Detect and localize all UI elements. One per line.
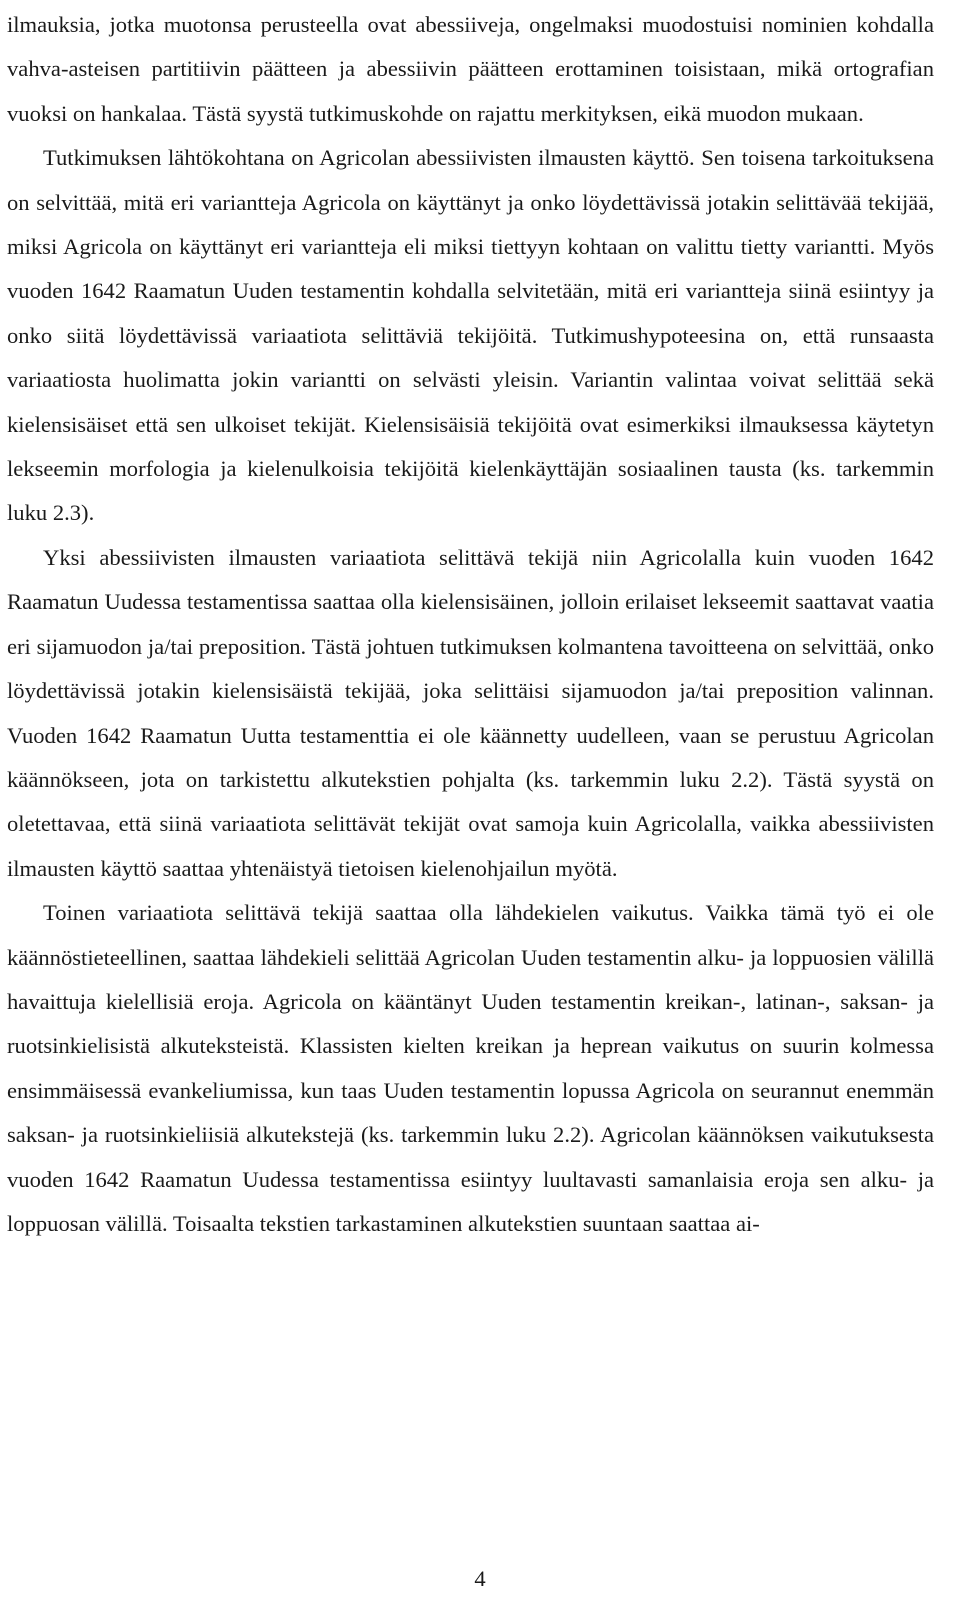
paragraph-2: Tutkimuksen lähtökohtana on Agricolan abessiivisten ilmausten käyttö. Sen toisena tarkoituksena on selvittää, mitä eri variantteja Agricola on käyttänyt ja onko löydettävissä jotakin selittävää tekijää, miksi Agricola on käyttänyt eri variantteja eli miksi tiettyyn kohtaan on valittu tietty variantti. Myös vuoden 1642 Raamatun Uuden testamentin kohdalla selvitetään, mitä eri variantteja siinä esiintyy ja onko siitä löydettävissä variaatiota selittäviä tekijöitä. Tutkimushypoteesina on, että runsaasta variaatiosta huolimatta jokin variantti on selvästi yleisin. Variantin valintaa voivat selittää sekä kielensisäiset että sen ulkoiset tekijät. Kielensisäisiä tekijöitä ovat esimerkiksi ilmauksessa käytetyn lekseemin morfologia ja kielenulkoisia tekijöitä kielenkäyttäjän sosiaalinen tausta (ks. tarkemmin luku 2.3).: [7, 145, 934, 526]
paragraph-3: Yksi abessiivisten ilmausten variaatiota selittävä tekijä niin Agricolalla kuin vuoden 1642 Raamatun Uudessa testamentissa saattaa olla kielensisäinen, jolloin erilaiset lekseemit saattavat vaatia eri sijamuodon ja/tai preposition. Tästä johtuen tutkimuksen kolmantena tavoitteena on selvittää, onko löydettävissä jotakin kielensisäistä tekijää, joka selittäisi sijamuodon ja/tai preposition valinnan. Vuoden 1642 Raamatun Uutta testamenttia ei ole käännetty uudelleen, vaan se perustuu Agricolan käännökseen, jota on tarkistettu alkutekstien pohjalta (ks. tarkemmin luku 2.2). Tästä syystä on oletettavaa, että siinä variaatiota selittävät tekijät ovat samoja kuin Agricolalla, vaikka abessiivisten ilmausten käyttö saattaa yhtenäistyä tietoisen kielenohjailun myötä.: [7, 544, 934, 881]
paragraph-4: Toinen variaatiota selittävä tekijä saattaa olla lähdekielen vaikutus. Vaikka tämä työ ei ole käännöstieteellinen, saattaa lähdekieli selittää Agricolan Uuden testamentin alku- ja loppuosien välillä havaittuja kielellisiä eroja. Agricola on kääntänyt Uuden testamentin kreikan-, latinan-, saksan- ja ruotsinkielisistä alkuteksteistä. Klassisten kielten kreikan ja heprean vaikutus on suurin kolmessa ensimmäisessä evankeliumissa, kun taas Uuden testamentin lopussa Agricola on seurannut enemmän saksan- ja ruotsinkieliisiä alkutekstejä (ks. tarkemmin luku 2.2). Agricolan käännöksen vaikutuksesta vuoden 1642 Raamatun Uudessa testamentissa esiintyy luultavasti samanlaisia eroja sen alku- ja loppuosan välillä. Toisaalta tekstien tarkastaminen alkutekstien suuntaan saattaa ai-: [7, 900, 934, 1236]
body-text: [7, 3, 934, 1246]
page-number: 4: [474, 1566, 486, 1591]
paragraph-1: ilmauksia, jotka muotonsa perusteella ovat abessiiveja, ongelmaksi muodostuisi nominien kohdalla vahva-asteisen partitiivin päätteen ja abessiivin päätteen erottaminen toisistaan, mikä ortografian vuoksi on hankalaa. Tästä syystä tutkimuskohde on rajattu merkityksen, eikä muodon mukaan.: [7, 12, 934, 126]
